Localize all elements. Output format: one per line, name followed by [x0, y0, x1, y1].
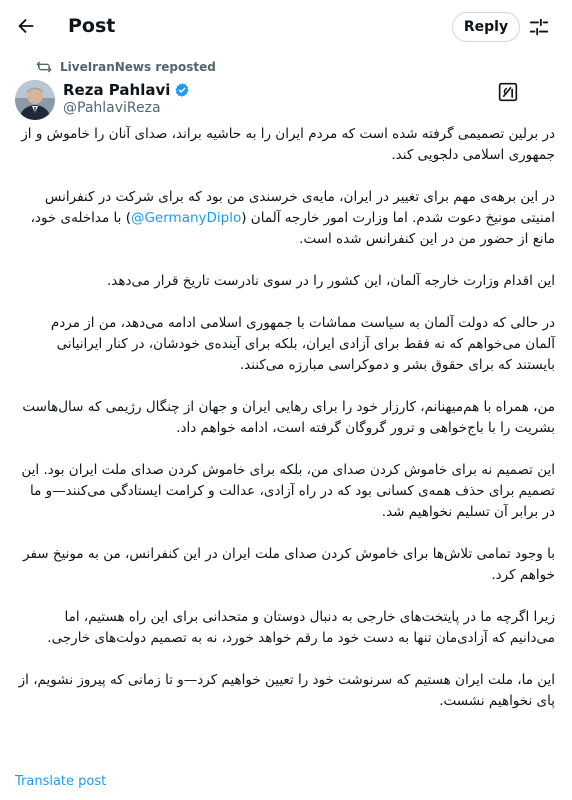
- page-title: Post: [68, 15, 116, 37]
- post-paragraph: [18, 187, 555, 250]
- avatar-image: [15, 80, 55, 120]
- author-name: Reza Pahlavi: [63, 81, 171, 99]
- repost-icon: [36, 60, 52, 74]
- back-button[interactable]: [10, 10, 42, 42]
- post-text-segment: ) با مداخله‌ی خود، مانع از حضور من در این کنفرانس شده است.: [30, 210, 555, 247]
- post-paragraph: من، همراه با هم‌میهنانم، کارزار خود را برای رهایی ایران و جهان از چنگال رژیمی که سال‌هاست بشریت را با باج‌خواهی و ترور گروگان گرفته است، ادامه خواهم داد.: [22, 399, 555, 436]
- repost-text: LiveIranNews reposted: [60, 60, 216, 74]
- author-name-row[interactable]: [63, 80, 190, 100]
- reply-button[interactable]: Reply: [452, 12, 520, 42]
- avatar[interactable]: [15, 80, 55, 120]
- settings-button[interactable]: [526, 14, 552, 40]
- author-handle[interactable]: @PahlaviReza: [63, 100, 161, 116]
- top-bar: [0, 0, 572, 52]
- post-text: [18, 124, 555, 712]
- verified-badge-icon: [174, 82, 190, 98]
- post-paragraph: در حالی که دولت آلمان به سیاست مماشات با جمهوری اسلامی ادامه می‌دهد، من از مردم آلمان می‌خواهم که نه فقط برای آزادی ایران، بلکه برای آینده‌ی خودشان، در کنار ایرانیانی بایستند که برای حقوق بشر و دموکراسی مبارزه می‌کنند.: [50, 315, 555, 373]
- repost-indicator[interactable]: [36, 58, 216, 76]
- post-paragraph: این اقدام وزارت خارجه آلمان، این کشور را در سوی نادرست تاریخ قرار می‌دهد.: [107, 273, 555, 289]
- grok-icon: [498, 82, 518, 102]
- grok-button[interactable]: [496, 80, 520, 104]
- post-paragraph: در برلین تصمیمی گرفته شده است که مردم ایران را به حاشیه براند، صدای آنان را خاموش و از جمهوری اسلامی دلجویی کند.: [21, 126, 555, 163]
- post-paragraph: این ما، ملت ایران هستیم که سرنوشت خود را تعیین خواهیم کرد—و تا زمانی که پیروز نشویم، از پای نخواهیم نشست.: [18, 672, 555, 709]
- post-paragraph: با وجود تمامی تلاش‌ها برای خاموش کردن صدای ملت ایران در این کنفرانس، من به مونیخ سفر خواهم کرد.: [23, 546, 555, 583]
- arrow-left-icon: [15, 15, 37, 37]
- sliders-icon: [528, 16, 550, 38]
- translate-post-link[interactable]: Translate post: [15, 774, 107, 789]
- post-paragraph: این تصمیم نه برای خاموش کردن صدای من، بلکه برای خاموش کردن صدای ملت ایران بود. این تصمیم برای حذف همه‌ی کسانی بود که در راه آزادی، عدالت و کرامت ایستادگی می‌کنند—و ما در برابر آن تسلیم نخواهیم شد.: [21, 462, 555, 520]
- mention-link[interactable]: @GermanyDiplo: [130, 210, 242, 226]
- post-paragraph: زیرا اگرچه ما در پایتخت‌های خارجی به دنبال دوستان و متحدانی برای این راه هستیم، اما می‌دانیم که آزادی‌مان تنها به دست خود ما رقم خواهد خورد، نه به تصمیم دولت‌های خارجی.: [47, 609, 555, 646]
- post-text-segment: در این برهه‌ی مهم برای تغییر در ایران، مایه‌ی خرسندی من بود که برای شرکت در کنفرانس امنیتی مونیخ دعوت شدم. اما وزارت امور خارجه آلمان (: [44, 189, 555, 226]
